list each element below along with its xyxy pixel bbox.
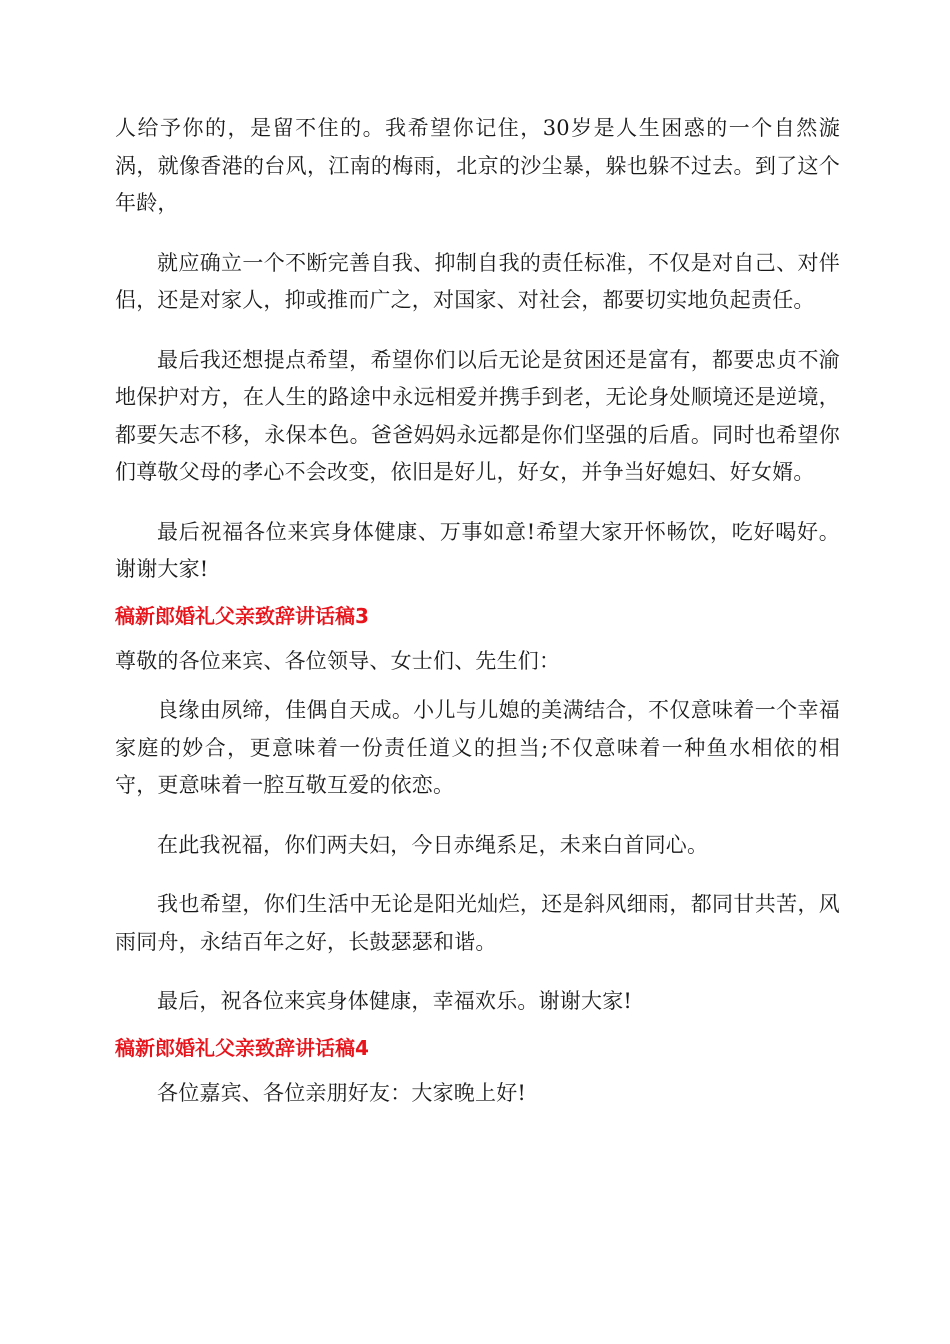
- paragraph: 良缘由夙缔，佳偶自天成。小儿与儿媳的美满结合，不仅意味着一个幸福家庭的妙合，更意味着一份责任道义的担当;不仅意味着一种鱼水相依的相守，更意味着一腔互敬互爱的依恋。: [115, 698, 840, 797]
- document-page: [115, 110, 840, 1134]
- paragraph: 在此我祝福，你们两夫妇，今日赤绳系足，未来白首同心。: [157, 832, 709, 857]
- paragraph: 就应确立一个不断完善自我、抑制自我的责任标准，不仅是对自己、对伴侣，还是对家人，抑或推而广之，对国家、对社会，都要切实地负起责任。: [115, 250, 840, 312]
- paragraph: 人给予你的，是留不住的。我希望你记住，30岁是人生困惑的一个自然漩涡，就像香港的台风，江南的梅雨，北京的沙尘暴，躲也躲不过去。到了这个年龄，: [115, 116, 840, 215]
- section-heading-4: 稿新郎婚礼父亲致辞讲话稿4: [115, 1035, 369, 1060]
- paragraph: 我也希望，你们生活中无论是阳光灿烂，还是斜风细雨，都同甘共苦，风雨同舟，永结百年之好，长鼓瑟瑟和谐。: [115, 892, 840, 954]
- paragraph: 最后祝福各位来宾身体健康、万事如意!希望大家开怀畅饮，吃好喝好。谢谢大家!: [115, 519, 840, 581]
- paragraph: 最后我还想提点希望，希望你们以后无论是贫困还是富有，都要忠贞不渝地保护对方，在人生的路途中永远相爱并携手到老，无论身处顺境还是逆境，都要矢志不移，永保本色。爸爸妈妈永远都是你们坚强的后盾。同时也希望你们尊敬父母的孝心不会改变，依旧是好儿，好女，并争当好媳妇、好女婿。: [115, 347, 840, 484]
- salutation: 尊敬的各位来宾、各位领导、女士们、先生们：: [115, 648, 561, 673]
- paragraph: 最后，祝各位来宾身体健康，幸福欢乐。谢谢大家!: [157, 989, 633, 1013]
- paragraph: 各位嘉宾、各位亲朋好友：大家晚上好!: [157, 1080, 527, 1105]
- section-heading-3: 稿新郎婚礼父亲致辞讲话稿3: [115, 603, 369, 628]
